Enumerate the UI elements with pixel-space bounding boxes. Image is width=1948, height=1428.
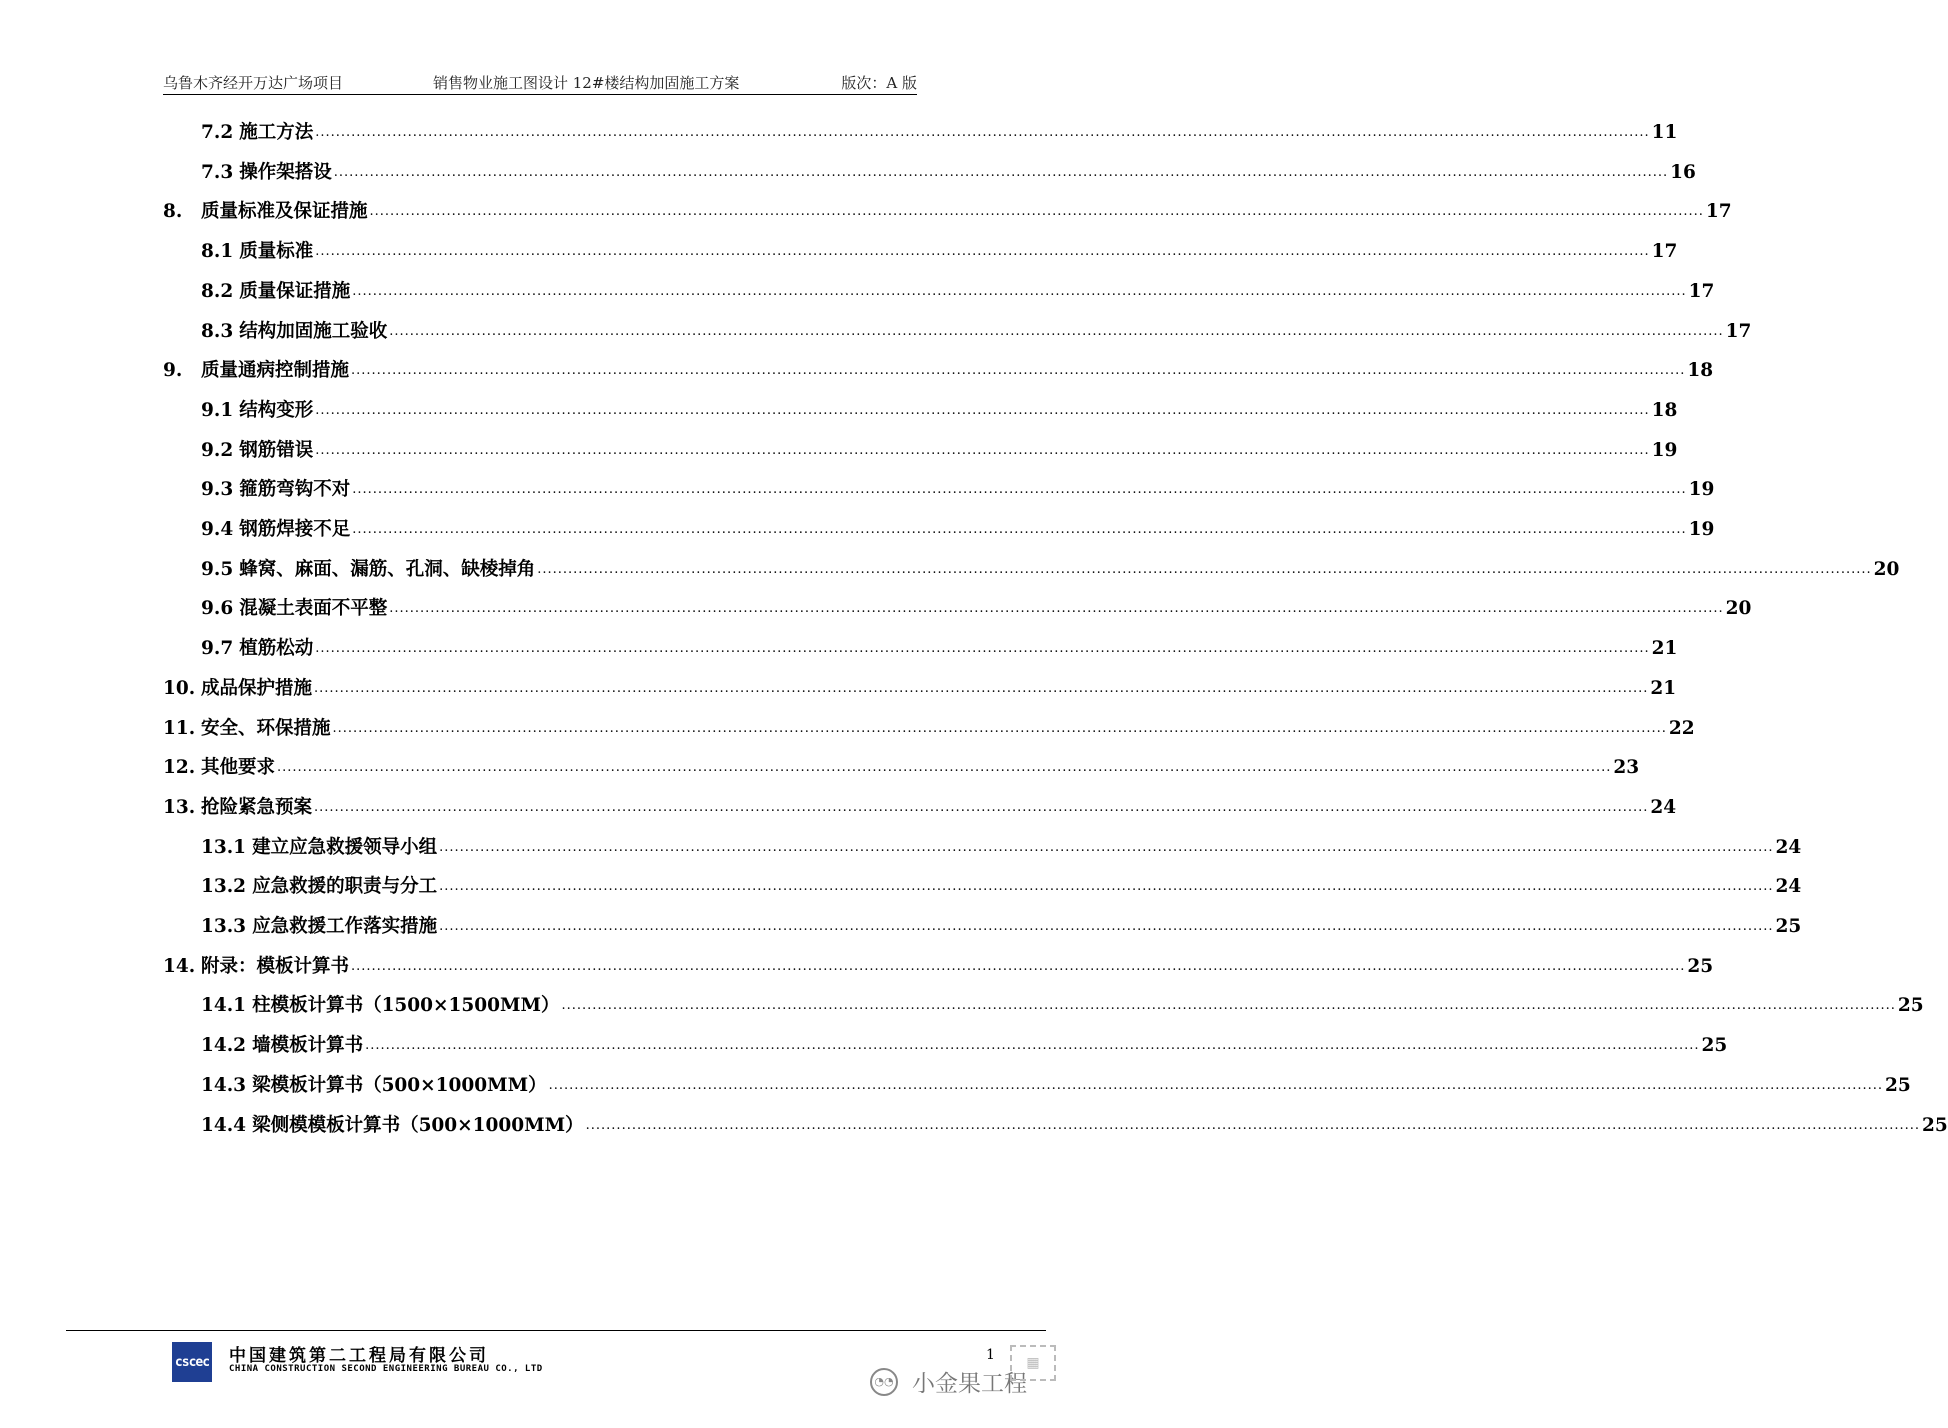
toc-entry-page: 19 <box>1688 479 1715 501</box>
toc-entry[interactable] <box>201 1109 1948 1143</box>
toc-entry-number: 14.3 <box>201 1074 247 1096</box>
header-divider <box>163 94 917 95</box>
toc-entry-page: 18 <box>1687 360 1714 382</box>
toc-entry[interactable] <box>163 712 1695 746</box>
toc-entry-title: 成品保护措施 <box>201 677 313 699</box>
toc-entry[interactable] <box>201 473 1715 507</box>
toc-dot-leader: .................................................................................................................................................................................................................................................................... <box>439 919 1774 934</box>
toc-entry-title: 质量保证措施 <box>239 280 351 302</box>
toc-entry[interactable] <box>163 751 1640 785</box>
toc-entry[interactable] <box>201 1069 1911 1103</box>
toc-entry-page: 19 <box>1688 519 1715 540</box>
toc-entry-number: 14. <box>163 955 196 977</box>
toc-entry-title: 蜂窝、麻面、漏筋、孔洞、缺棱掉角 <box>239 558 536 580</box>
toc-entry-title: 混凝土表面不平整 <box>239 598 388 620</box>
toc-entry-page: 21 <box>1650 677 1677 699</box>
toc-entry[interactable] <box>163 791 1677 825</box>
toc-entry-number: 9.3 <box>201 479 234 501</box>
toc-entry-page: 22 <box>1668 717 1695 739</box>
toc-entry-title: 钢筋焊接不足 <box>239 519 351 540</box>
toc-dot-leader: .................................................................................................................................................................................................................................................................... <box>315 442 1650 458</box>
company-name-en: CHINA CONSTRUCTION SECOND ENGINEERING BUREAU CO., LTD <box>229 1364 543 1374</box>
toc-entry-title: 钢筋错误 <box>239 439 314 461</box>
toc-entry-number: 13. <box>163 796 196 818</box>
toc-entry-page: 16 <box>1670 161 1696 183</box>
toc-entry-title: 质量标准 <box>239 241 314 263</box>
toc-entry-page: 17 <box>1725 320 1752 342</box>
toc-dot-leader: .................................................................................................................................................................................................................................................................... <box>351 363 1686 379</box>
toc-dot-leader: .................................................................................................................................................................................................................................................................... <box>333 164 1669 180</box>
toc-entry-number: 10. <box>163 677 196 699</box>
toc-entry-title: 建立应急救援领导小组 <box>252 836 438 858</box>
toc-entry-title: 抢险紧急预案 <box>201 796 313 818</box>
toc-dot-leader: .................................................................................................................................................................................................................................................................... <box>365 1038 1700 1054</box>
toc-entry-number: 14.4 <box>201 1114 247 1136</box>
toc-dot-leader: .................................................................................................................................................................................................................................................................... <box>351 958 1686 974</box>
header-document-title: 销售物业施工图设计 12#楼结构加固施工方案 <box>433 74 740 92</box>
toc-entry[interactable] <box>201 592 1752 626</box>
toc-entry-page: 25 <box>1885 1074 1911 1096</box>
toc-entry-title: 应急救援的职责与分工 <box>252 876 438 898</box>
toc-entry-page: 24 <box>1775 836 1802 858</box>
toc-entry-number: 8. <box>163 201 183 223</box>
toc-dot-leader: .................................................................................................................................................................................................................................................................... <box>439 879 1774 895</box>
toc-entry-title: 结构加固施工验收 <box>239 320 388 342</box>
toc-entry-number: 8.1 <box>201 241 234 263</box>
toc-entry-number: 9.2 <box>201 439 234 461</box>
toc-entry[interactable] <box>163 195 1732 229</box>
toc-entry[interactable] <box>201 315 1752 349</box>
toc-entry-title: 梁模板计算书（500×1000MM） <box>252 1074 547 1096</box>
toc-entry[interactable] <box>163 354 1714 388</box>
page-number: 1 <box>986 1347 995 1363</box>
toc-entry-page: 20 <box>1873 558 1900 580</box>
toc-entry-number: 8.3 <box>201 320 234 342</box>
toc-dot-leader: .................................................................................................................................................................................................................................................................... <box>352 522 1687 537</box>
watermark-text: 小金果工程 <box>912 1371 1027 1397</box>
toc-entry-page: 19 <box>1651 439 1678 461</box>
toc-entry-title: 质量标准及保证措施 <box>201 201 368 223</box>
toc-entry-page: 17 <box>1705 201 1732 223</box>
toc-entry-number: 11. <box>163 717 196 739</box>
toc-entry-number: 14.1 <box>201 995 247 1017</box>
toc-dot-leader: .................................................................................................................................................................................................................................................................... <box>369 204 1704 220</box>
toc-entry-title: 应急救援工作落实措施 <box>252 916 438 937</box>
toc-dot-leader: .................................................................................................................................................................................................................................................................... <box>548 1077 1884 1093</box>
toc-dot-leader: .................................................................................................................................................................................................................................................................... <box>352 283 1687 299</box>
toc-entry-number: 14.2 <box>201 1035 247 1057</box>
company-name-cn: 中国建筑第二工程局有限公司 <box>229 1346 489 1366</box>
page-header <box>163 70 917 94</box>
toc-entry-title: 梁侧模模板计算书（500×1000MM） <box>252 1114 584 1136</box>
toc-dot-leader: .................................................................................................................................................................................................................................................................... <box>585 1117 1921 1133</box>
toc-entry[interactable] <box>201 116 1678 150</box>
toc-dot-leader: .................................................................................................................................................................................................................................................................... <box>332 720 1667 736</box>
toc-dot-leader: .................................................................................................................................................................................................................................................................... <box>389 323 1724 339</box>
toc-dot-leader: .................................................................................................................................................................................................................................................................... <box>315 641 1650 657</box>
header-project-name: 乌鲁木齐经开万达广场项目 <box>163 74 344 92</box>
toc-entry-title: 安全、环保措施 <box>201 717 331 739</box>
wechat-icon: ◔◔ <box>870 1368 898 1396</box>
toc-entry[interactable] <box>201 434 1678 468</box>
toc-entry-title: 结构变形 <box>239 399 314 421</box>
toc-entry-title: 其他要求 <box>201 757 276 779</box>
toc-entry-number: 13.1 <box>201 836 247 858</box>
toc-entry-number: 7.2 <box>201 122 234 143</box>
toc-entry-title: 质量通病控制措施 <box>201 360 350 382</box>
toc-entry-number: 9.6 <box>201 598 234 620</box>
header-version: 版次：A 版 <box>841 74 917 92</box>
toc-entry[interactable] <box>201 394 1678 428</box>
toc-entry-page: 11 <box>1651 122 1678 143</box>
toc-dot-leader: .................................................................................................................................................................................................................................................................... <box>389 601 1724 617</box>
toc-entry-number: 13.3 <box>201 916 247 937</box>
toc-entry[interactable] <box>201 235 1678 269</box>
company-logo: cscec <box>172 1342 212 1382</box>
toc-entry[interactable] <box>201 910 1802 944</box>
toc-entry-title: 墙模板计算书 <box>252 1035 364 1057</box>
toc-entry-page: 20 <box>1725 598 1752 620</box>
toc-entry[interactable] <box>201 156 1696 190</box>
toc-dot-leader: .................................................................................................................................................................................................................................................................... <box>561 998 1896 1014</box>
toc-entry-title: 操作架搭设 <box>239 161 332 183</box>
footer-divider <box>66 1330 1046 1331</box>
toc-dot-leader: .................................................................................................................................................................................................................................................................... <box>537 561 1872 577</box>
toc-entry-number: 9.4 <box>201 519 234 540</box>
toc-entry-page: 25 <box>1922 1114 1948 1136</box>
toc-entry-number: 8.2 <box>201 280 234 302</box>
toc-entry-page: 25 <box>1701 1035 1728 1057</box>
toc-entry[interactable] <box>201 632 1678 666</box>
toc-entry[interactable] <box>201 513 1715 547</box>
toc-entry[interactable] <box>201 1029 1728 1063</box>
toc-entry-page: 25 <box>1687 955 1714 977</box>
watermark <box>870 1365 1027 1398</box>
toc-dot-leader: .................................................................................................................................................................................................................................................................... <box>439 839 1774 855</box>
stamp-icon: ▦ <box>1010 1345 1056 1381</box>
toc-entry-title: 箍筋弯钩不对 <box>239 479 351 501</box>
toc-entry-page: 17 <box>1651 241 1678 263</box>
toc-entry-title: 施工方法 <box>239 122 314 143</box>
toc-entry-title: 柱模板计算书（1500×1500MM） <box>252 995 560 1017</box>
toc-entry[interactable] <box>201 553 1900 587</box>
toc-entry-page: 24 <box>1650 796 1677 818</box>
toc-entry[interactable] <box>201 989 1924 1023</box>
toc-dot-leader: .................................................................................................................................................................................................................................................................... <box>315 125 1650 140</box>
toc-entry-title: 附录：模板计算书 <box>201 955 350 977</box>
toc-dot-leader: .................................................................................................................................................................................................................................................................... <box>314 680 1649 696</box>
toc-entry[interactable] <box>201 275 1715 309</box>
toc-entry[interactable] <box>163 950 1714 984</box>
toc-entry-page: 21 <box>1651 638 1678 660</box>
toc-entry-title: 植筋松动 <box>239 638 314 660</box>
toc-entry-page: 23 <box>1613 757 1640 779</box>
toc-entry-page: 18 <box>1651 399 1678 421</box>
toc-entry[interactable] <box>201 831 1802 865</box>
toc-entry-number: 9. <box>163 360 183 382</box>
toc-entry[interactable] <box>201 870 1802 904</box>
toc-entry-page: 25 <box>1775 916 1802 937</box>
toc-entry-number: 13.2 <box>201 876 247 898</box>
toc-dot-leader: .................................................................................................................................................................................................................................................................... <box>315 402 1650 418</box>
toc-entry-page: 24 <box>1775 876 1802 898</box>
toc-entry-number: 12. <box>163 757 196 779</box>
toc-dot-leader: .................................................................................................................................................................................................................................................................... <box>277 760 1612 776</box>
toc-dot-leader: .................................................................................................................................................................................................................................................................... <box>315 244 1650 260</box>
toc-entry[interactable] <box>163 672 1677 706</box>
toc-entry-number: 7.3 <box>201 161 234 183</box>
toc-entry-page: 25 <box>1897 995 1924 1017</box>
toc-entry-number: 9.5 <box>201 558 234 580</box>
toc-entry-page: 17 <box>1688 280 1715 302</box>
toc-dot-leader: .................................................................................................................................................................................................................................................................... <box>352 482 1687 498</box>
toc-dot-leader: .................................................................................................................................................................................................................................................................... <box>314 799 1649 815</box>
toc-entry-number: 9.1 <box>201 399 234 421</box>
toc-entry-number: 9.7 <box>201 638 234 660</box>
